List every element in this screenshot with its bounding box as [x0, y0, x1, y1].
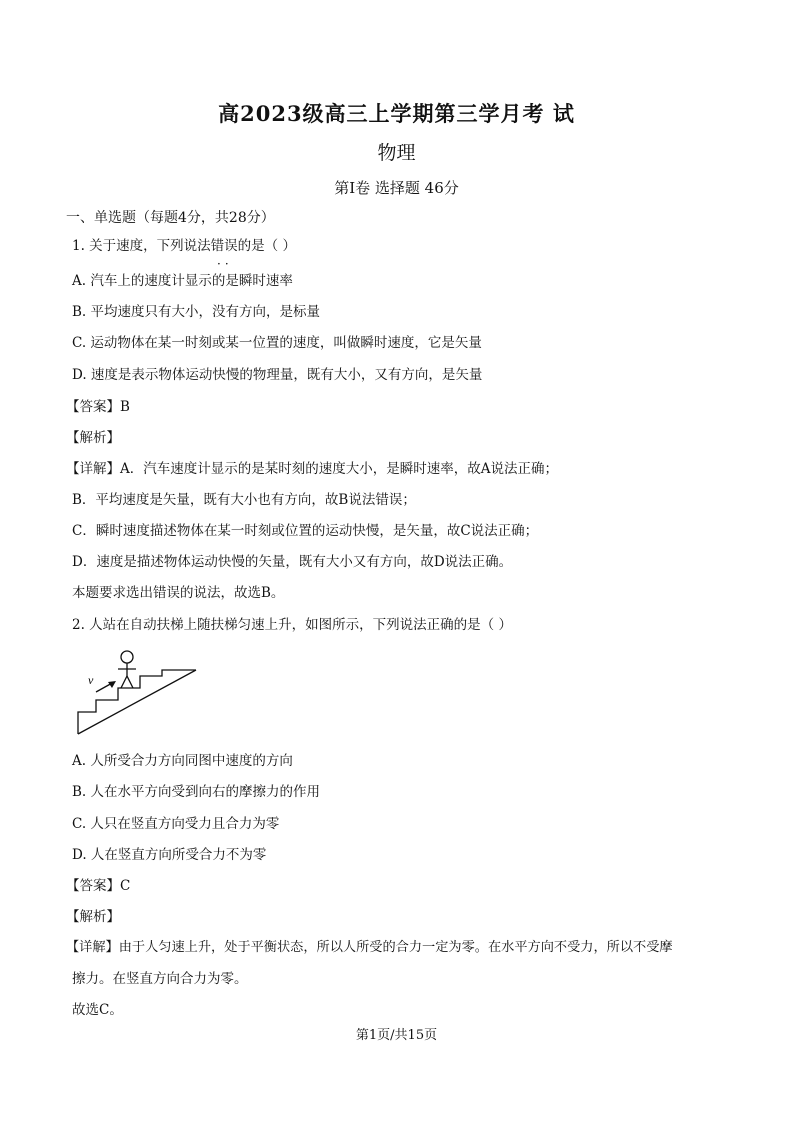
volume-heading: 第I卷 选择题 46分 — [334, 179, 459, 197]
q2-option-c: C. 人只在竖直方向受力且合力为零 — [72, 816, 280, 832]
subject-title: 物理 — [377, 142, 416, 164]
person-left-leg — [121, 676, 127, 688]
page-footer: 第1页/共15页 — [355, 1028, 438, 1043]
q1-detail-c: C．瞬时速度描述物体在某一时刻或位置的运动快慢，是矢量，故C说法正确； — [72, 523, 539, 539]
q2-detail-line1: 【详解】由于人匀速上升，处于平衡状态，所以人所受的合力一定为零。在水平方向不受力，所以不受摩 — [66, 940, 673, 955]
q2-stem: 2. 人站在自动扶梯上随扶梯匀速上升，如图所示，下列说法正确的是（ ） — [72, 617, 512, 633]
exam-title: 高2023级高三上学期第三学月考 试 — [218, 101, 575, 126]
q1-analysis-label: 【解析】 — [66, 430, 120, 446]
q1-option-a: A. 汽车上的速度计显示的是瞬时速率 — [72, 273, 293, 289]
q1-detail-b: B．平均速度是矢量，既有大小也有方向，故B说法错误； — [72, 492, 416, 508]
q1-option-c: C. 运动物体在某一时刻或某一位置的速度，叫做瞬时速度，它是矢量 — [72, 335, 482, 351]
q1-answer: 【答案】B — [66, 399, 130, 415]
q1-option-d: D. 速度是表示物体运动快慢的物理量，既有大小，又有方向，是矢量 — [72, 367, 483, 383]
velocity-label: v — [88, 673, 94, 687]
emphasis-dots: ·· — [217, 257, 233, 271]
person-head — [121, 651, 133, 663]
q2-analysis-label: 【解析】 — [66, 909, 120, 925]
q2-detail-line2: 擦力。在竖直方向合力为零。 — [72, 971, 248, 987]
q2-option-d: D. 人在竖直方向所受合力不为零 — [72, 847, 267, 863]
q1-stem: 1. 关于速度，下列说法错误的是（ ） — [72, 238, 296, 254]
q2-conclusion: 故选C。 — [72, 1002, 123, 1018]
escalator-figure — [74, 648, 204, 738]
q1-option-b: B. 平均速度只有大小，没有方向，是标量 — [72, 304, 321, 320]
q2-option-a: A. 人所受合力方向同图中速度的方向 — [72, 753, 293, 769]
q1-detail-a: 【详解】A．汽车速度计显示的是某时刻的速度大小，是瞬时速率，故A说法正确； — [66, 461, 558, 477]
q1-detail-d: D．速度是描述物体运动快慢的矢量，既有大小又有方向，故D说法正确。 — [72, 554, 513, 570]
q2-option-b: B. 人在水平方向受到向右的摩擦力的作用 — [72, 784, 321, 800]
person-right-leg — [127, 676, 133, 688]
q2-answer: 【答案】C — [66, 878, 131, 894]
section-heading: 一、单选题（每题4分，共28分） — [66, 210, 275, 226]
q1-conclusion: 本题要求选出错误的说法，故选B。 — [72, 585, 285, 601]
